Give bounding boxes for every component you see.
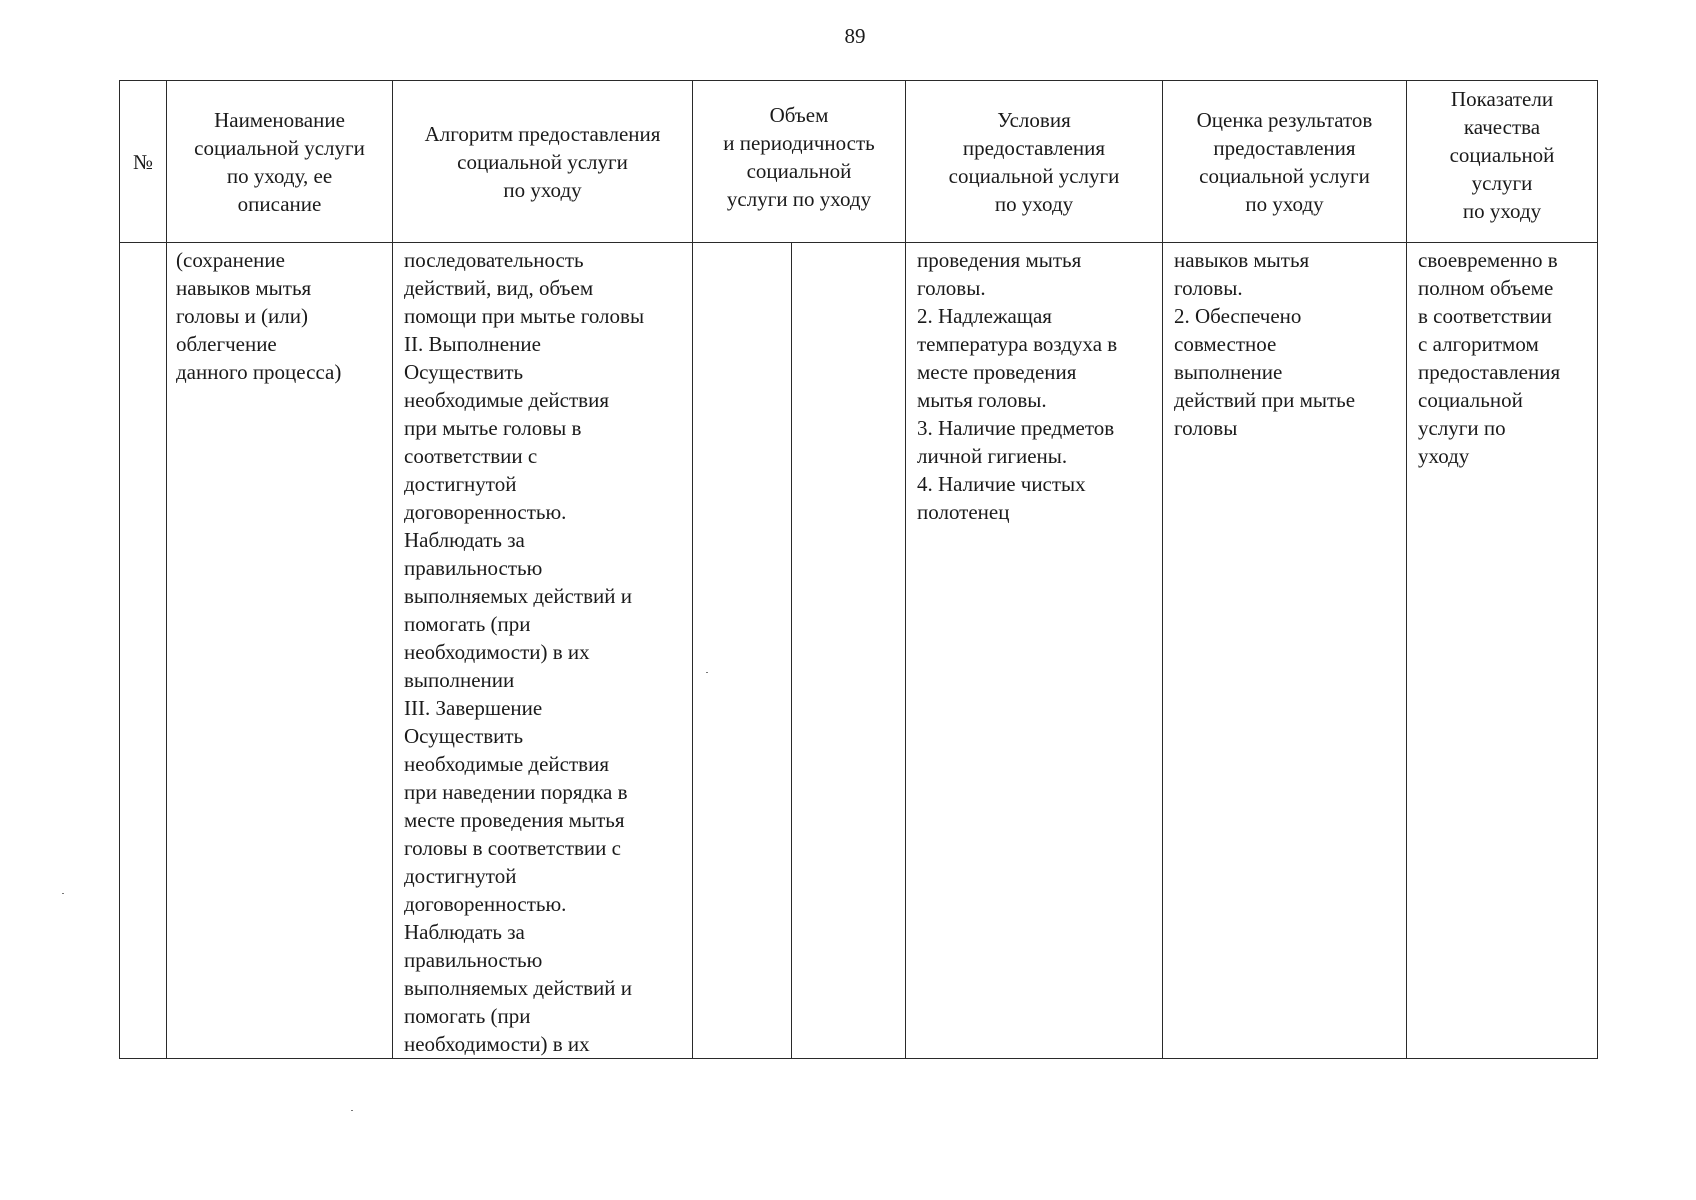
social-service-table bbox=[119, 80, 1598, 1059]
scan-speck bbox=[62, 893, 64, 894]
cell-algorithm: последовательность действий, вид, объем помощи при мытье головы II. Выполнение Осуществить необходимые действия при мытье головы в соответствии с достигнутой договоренностью. Наблюдать за правильностью выполняемых действий и помогать (при необходимости) в их выполнении III. Завершение Осуществить необходимые действия при наведении порядка в месте проведения мытья головы в соответствии с достигнутой договоренностью. Наблюдать за правильностью выполняемых действий и помогать (при необходимости) в их bbox=[393, 243, 693, 1059]
volume-split bbox=[693, 246, 905, 1058]
scan-speck bbox=[351, 1110, 353, 1111]
table-row bbox=[120, 243, 1598, 1059]
cell-quality-indicators: своевременно в полном объеме в соответствии с алгоритмом предоставления социальной услуги по уходу bbox=[1407, 243, 1598, 1059]
header-number: № bbox=[120, 81, 167, 243]
volume-divider bbox=[791, 243, 792, 1058]
page-number: 89 bbox=[844, 24, 866, 48]
cell-number bbox=[120, 243, 167, 1059]
header-service-name: Наименование социальной услуги по уходу, ее описание bbox=[167, 81, 393, 243]
header-volume-periodicity: Объем и периодичность социальной услуги по уходу bbox=[693, 81, 906, 243]
cell-evaluation: навыков мытья головы. 2. Обеспечено совместное выполнение действий при мытье головы bbox=[1163, 243, 1407, 1059]
cell-service-name: (сохранение навыков мытья головы и (или) облегчение данного процесса) bbox=[167, 243, 393, 1059]
header-evaluation: Оценка результатов предоставления социальной услуги по уходу bbox=[1163, 81, 1407, 243]
table-header-row bbox=[120, 81, 1598, 243]
header-conditions: Условия предоставления социальной услуги по уходу bbox=[906, 81, 1163, 243]
cell-conditions: проведения мытья головы. 2. Надлежащая температура воздуха в месте проведения мытья головы. 3. Наличие предметов личной гигиены. 4. Наличие чистых полотенец bbox=[906, 243, 1163, 1059]
cell-volume-periodicity bbox=[693, 243, 906, 1059]
header-quality-indicators: Показатели качества социальной услуги по уходу bbox=[1407, 81, 1598, 243]
scan-speck bbox=[706, 672, 708, 673]
header-algorithm: Алгоритм предоставления социальной услуги по уходу bbox=[393, 81, 693, 243]
